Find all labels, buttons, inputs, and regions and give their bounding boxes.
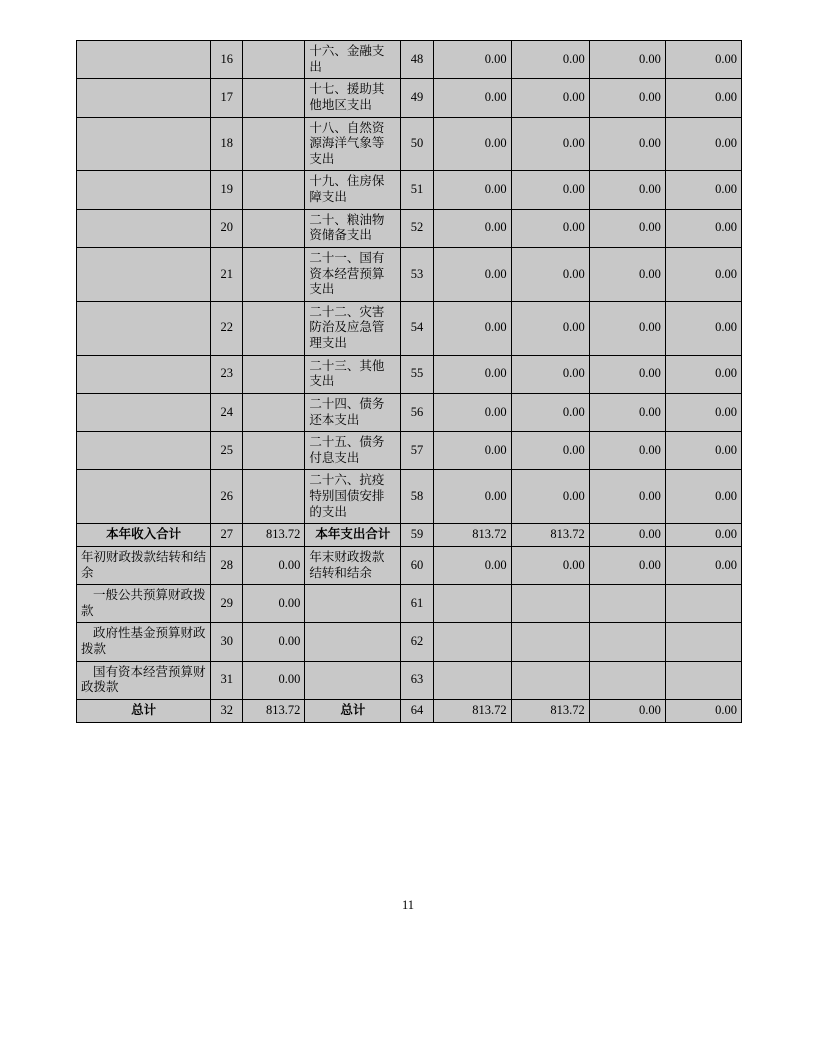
row-value-1: 0.00 [433, 432, 511, 470]
row-value-2 [511, 623, 589, 661]
row-value-2: 0.00 [511, 117, 589, 171]
row-right-label [305, 585, 401, 623]
row-right-label: 十七、援助其他地区支出 [305, 79, 401, 117]
table-row [77, 393, 742, 431]
row-left-amount: 0.00 [243, 661, 305, 699]
row-left-amount [243, 393, 305, 431]
row-right-number: 57 [401, 432, 433, 470]
row-value-4 [665, 661, 741, 699]
table-row [77, 209, 742, 247]
row-value-4: 0.00 [665, 247, 741, 301]
row-value-4: 0.00 [665, 546, 741, 584]
row-left-amount [243, 470, 305, 524]
row-left-number: 23 [211, 355, 243, 393]
row-right-label: 二十二、灾害防治及应急管理支出 [305, 301, 401, 355]
row-left-amount [243, 41, 305, 79]
row-value-1: 813.72 [433, 524, 511, 547]
row-right-number: 53 [401, 247, 433, 301]
row-value-4: 0.00 [665, 117, 741, 171]
row-value-3: 0.00 [589, 699, 665, 722]
row-value-2: 0.00 [511, 470, 589, 524]
row-left-amount [243, 301, 305, 355]
table-row [77, 661, 742, 699]
row-left-amount: 813.72 [243, 524, 305, 547]
row-left-number: 24 [211, 393, 243, 431]
row-left-amount [243, 171, 305, 209]
row-left-amount: 0.00 [243, 623, 305, 661]
row-right-number: 64 [401, 699, 433, 722]
row-value-1: 0.00 [433, 117, 511, 171]
row-right-number: 51 [401, 171, 433, 209]
row-value-2: 813.72 [511, 524, 589, 547]
row-value-3: 0.00 [589, 171, 665, 209]
row-left-number: 27 [211, 524, 243, 547]
row-left-label: 总计 [77, 699, 211, 722]
row-left-amount: 813.72 [243, 699, 305, 722]
budget-table-body [77, 41, 742, 723]
table-row [77, 355, 742, 393]
row-right-label: 二十四、债务还本支出 [305, 393, 401, 431]
row-value-1 [433, 623, 511, 661]
row-left-label [77, 79, 211, 117]
row-right-number: 63 [401, 661, 433, 699]
row-right-label: 十六、金融支出 [305, 41, 401, 79]
row-right-label: 总计 [305, 699, 401, 722]
row-left-amount: 0.00 [243, 585, 305, 623]
row-right-number: 48 [401, 41, 433, 79]
row-value-2: 0.00 [511, 355, 589, 393]
row-value-3: 0.00 [589, 524, 665, 547]
row-value-2: 0.00 [511, 41, 589, 79]
row-value-4: 0.00 [665, 301, 741, 355]
row-left-number: 28 [211, 546, 243, 584]
row-left-label [77, 209, 211, 247]
row-right-label: 十八、自然资源海洋气象等支出 [305, 117, 401, 171]
row-left-label: 年初财政拨款结转和结余 [77, 546, 211, 584]
row-value-3: 0.00 [589, 209, 665, 247]
row-left-number: 18 [211, 117, 243, 171]
row-value-2: 0.00 [511, 393, 589, 431]
row-value-3: 0.00 [589, 432, 665, 470]
row-value-2: 0.00 [511, 247, 589, 301]
row-left-number: 31 [211, 661, 243, 699]
row-right-number: 60 [401, 546, 433, 584]
row-value-2: 0.00 [511, 209, 589, 247]
page-number: 11 [401, 898, 415, 912]
row-left-label: 国有资本经营预算财政拨款 [77, 661, 211, 699]
row-left-number: 21 [211, 247, 243, 301]
row-value-4: 0.00 [665, 171, 741, 209]
row-left-label: 本年收入合计 [77, 524, 211, 547]
row-value-2: 0.00 [511, 301, 589, 355]
row-left-number: 29 [211, 585, 243, 623]
row-value-3 [589, 623, 665, 661]
row-left-label: 政府性基金预算财政拨款 [77, 623, 211, 661]
row-value-1 [433, 661, 511, 699]
row-left-amount [243, 247, 305, 301]
row-value-1: 0.00 [433, 209, 511, 247]
row-value-1: 0.00 [433, 171, 511, 209]
row-value-4: 0.00 [665, 524, 741, 547]
row-value-4: 0.00 [665, 355, 741, 393]
row-right-number: 49 [401, 79, 433, 117]
row-right-number: 59 [401, 524, 433, 547]
row-left-amount [243, 117, 305, 171]
row-value-1: 0.00 [433, 301, 511, 355]
row-value-3: 0.00 [589, 247, 665, 301]
row-value-2: 813.72 [511, 699, 589, 722]
row-right-number: 58 [401, 470, 433, 524]
row-left-label: 一般公共预算财政拨款 [77, 585, 211, 623]
row-value-1: 0.00 [433, 546, 511, 584]
row-left-label [77, 355, 211, 393]
row-right-label: 二十三、其他支出 [305, 355, 401, 393]
table-row [77, 41, 742, 79]
row-left-label [77, 117, 211, 171]
row-value-3: 0.00 [589, 301, 665, 355]
row-right-label: 本年支出合计 [305, 524, 401, 547]
budget-table-container [76, 40, 742, 723]
row-value-4: 0.00 [665, 79, 741, 117]
budget-table [76, 40, 742, 723]
row-value-4: 0.00 [665, 41, 741, 79]
row-left-amount [243, 355, 305, 393]
row-value-2: 0.00 [511, 432, 589, 470]
table-row-total-income [77, 524, 742, 547]
row-value-2 [511, 585, 589, 623]
row-left-number: 19 [211, 171, 243, 209]
row-right-label: 年末财政拨款结转和结余 [305, 546, 401, 584]
table-row [77, 117, 742, 171]
row-value-1: 0.00 [433, 41, 511, 79]
row-value-1: 0.00 [433, 470, 511, 524]
row-right-number: 55 [401, 355, 433, 393]
row-left-number: 26 [211, 470, 243, 524]
row-left-number: 17 [211, 79, 243, 117]
row-value-4: 0.00 [665, 209, 741, 247]
row-value-4: 0.00 [665, 432, 741, 470]
row-value-4 [665, 623, 741, 661]
table-row [77, 623, 742, 661]
row-right-label: 二十、粮油物资储备支出 [305, 209, 401, 247]
row-left-amount: 0.00 [243, 546, 305, 584]
table-row [77, 470, 742, 524]
table-row-grand-total [77, 699, 742, 722]
row-right-label [305, 661, 401, 699]
table-row [77, 432, 742, 470]
row-value-3 [589, 661, 665, 699]
row-value-3: 0.00 [589, 79, 665, 117]
row-value-3: 0.00 [589, 355, 665, 393]
row-value-2: 0.00 [511, 546, 589, 584]
table-row [77, 247, 742, 301]
row-left-number: 30 [211, 623, 243, 661]
row-right-number: 54 [401, 301, 433, 355]
row-right-label [305, 623, 401, 661]
row-value-1: 0.00 [433, 355, 511, 393]
row-value-3: 0.00 [589, 470, 665, 524]
table-row [77, 301, 742, 355]
row-value-4: 0.00 [665, 699, 741, 722]
row-value-1: 0.00 [433, 247, 511, 301]
row-value-1: 0.00 [433, 79, 511, 117]
row-left-label [77, 301, 211, 355]
row-left-label [77, 247, 211, 301]
row-value-3: 0.00 [589, 393, 665, 431]
row-right-number: 62 [401, 623, 433, 661]
row-left-number: 25 [211, 432, 243, 470]
row-left-number: 32 [211, 699, 243, 722]
row-right-label: 二十一、国有资本经营预算支出 [305, 247, 401, 301]
row-value-4 [665, 585, 741, 623]
row-left-label [77, 41, 211, 79]
table-row [77, 546, 742, 584]
row-right-label: 十九、住房保障支出 [305, 171, 401, 209]
row-value-3 [589, 585, 665, 623]
row-value-2: 0.00 [511, 79, 589, 117]
row-right-number: 50 [401, 117, 433, 171]
row-left-amount [243, 79, 305, 117]
row-value-3: 0.00 [589, 41, 665, 79]
row-value-2: 0.00 [511, 171, 589, 209]
row-value-1: 0.00 [433, 393, 511, 431]
row-right-label: 二十六、抗疫特别国债安排的支出 [305, 470, 401, 524]
table-row [77, 585, 742, 623]
row-left-amount [243, 209, 305, 247]
row-left-label [77, 432, 211, 470]
row-left-amount [243, 432, 305, 470]
row-right-number: 61 [401, 585, 433, 623]
row-left-label [77, 470, 211, 524]
row-value-4: 0.00 [665, 470, 741, 524]
row-right-number: 52 [401, 209, 433, 247]
row-value-1 [433, 585, 511, 623]
row-right-number: 56 [401, 393, 433, 431]
row-left-number: 22 [211, 301, 243, 355]
row-value-2 [511, 661, 589, 699]
row-value-3: 0.00 [589, 117, 665, 171]
row-left-number: 16 [211, 41, 243, 79]
table-row [77, 79, 742, 117]
row-left-label [77, 171, 211, 209]
table-row [77, 171, 742, 209]
row-right-label: 二十五、债务付息支出 [305, 432, 401, 470]
row-value-3: 0.00 [589, 546, 665, 584]
row-left-number: 20 [211, 209, 243, 247]
row-value-4: 0.00 [665, 393, 741, 431]
row-value-1: 813.72 [433, 699, 511, 722]
row-left-label [77, 393, 211, 431]
